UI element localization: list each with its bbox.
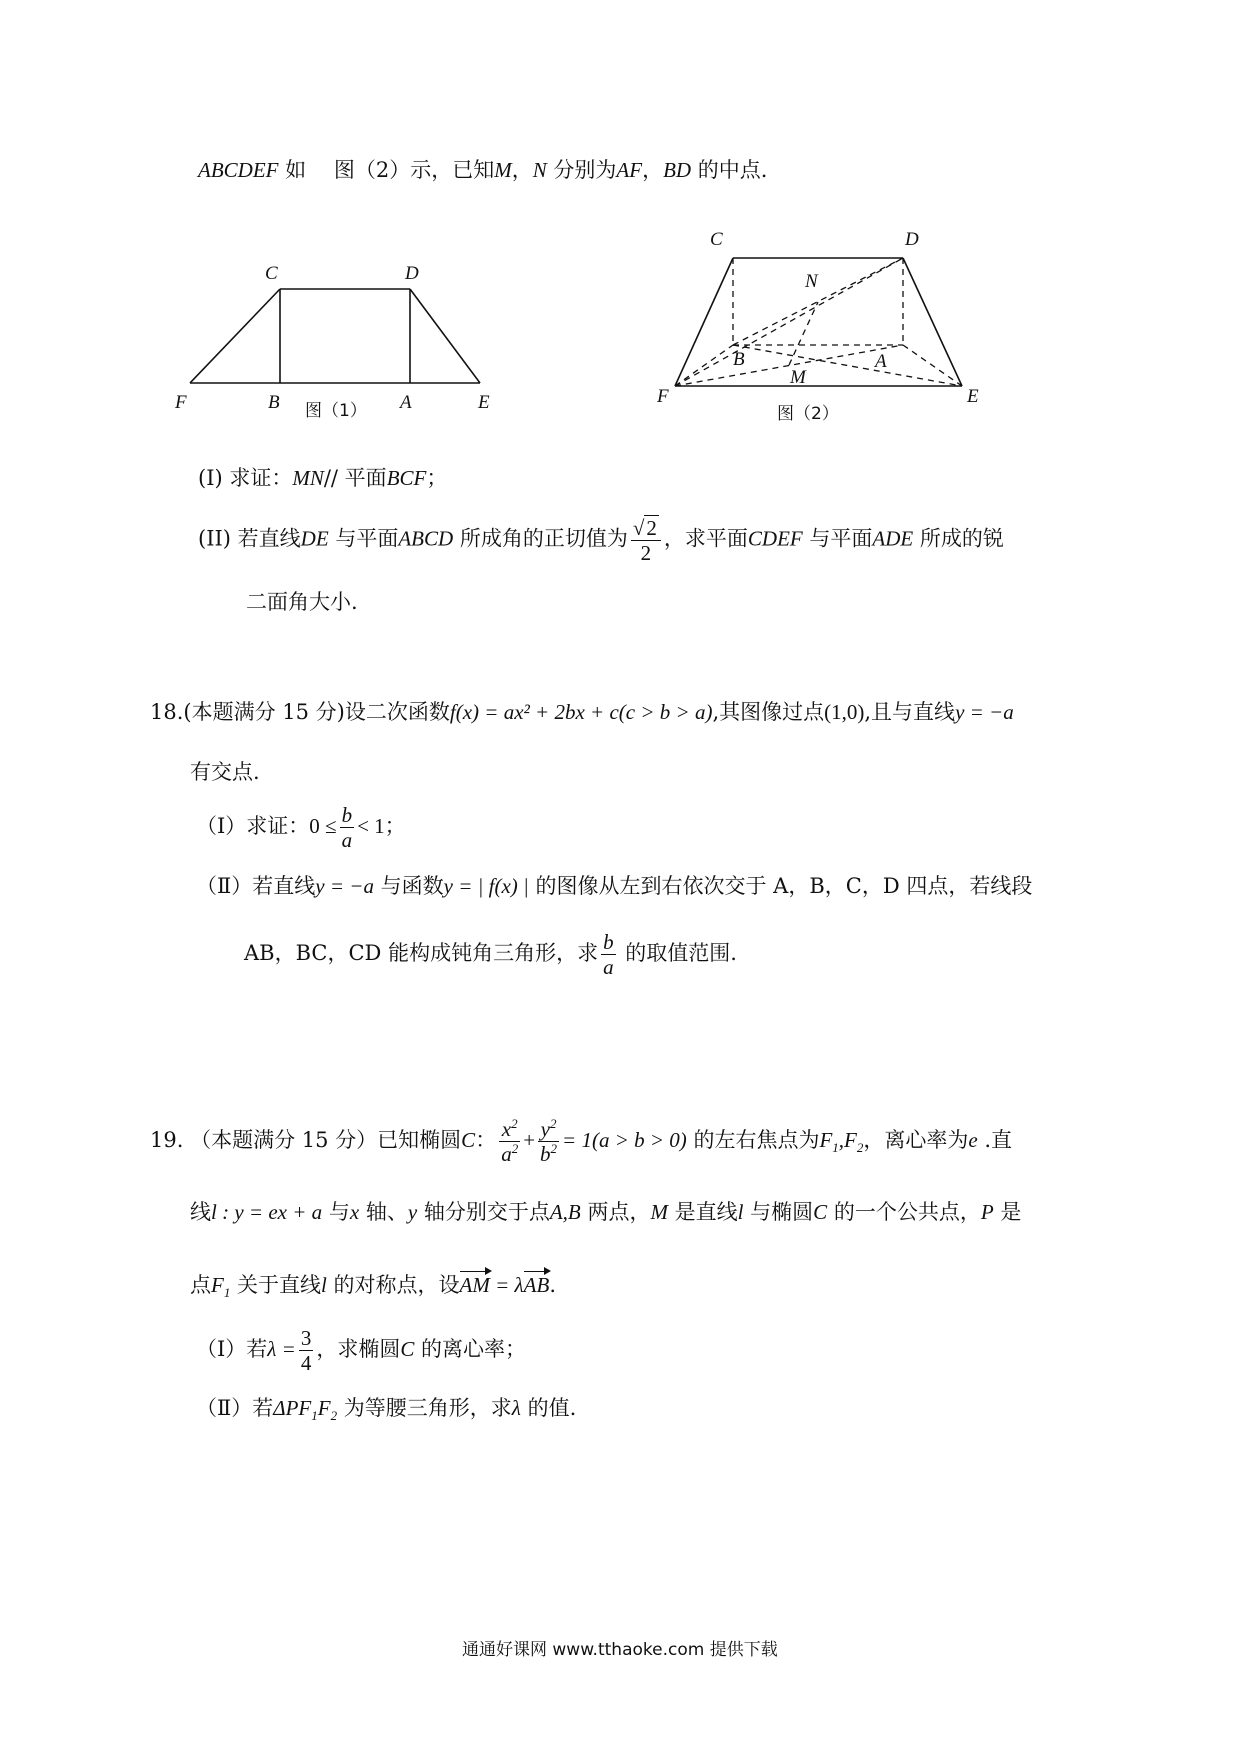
q19-l2g: 与椭圆 (743, 1200, 814, 1224)
q19-p1-den: 4 (300, 1351, 312, 1376)
q19-p1-s2: ，求椭圆 (316, 1337, 401, 1362)
q19-p1-num: 3 (300, 1326, 312, 1350)
q19-p1-s3: 的离心率； (414, 1337, 527, 1362)
q18-header (150, 700, 1014, 725)
fig1-label-c: C (265, 263, 278, 284)
q19-head: （本题满分 15 分）已知椭圆 (190, 1128, 462, 1153)
intro-af: AF (616, 158, 643, 182)
fig2-label-c: C (710, 229, 723, 250)
q18-point: (1,0) (824, 700, 865, 724)
q18-line: y = −a (955, 700, 1014, 724)
q19-l3b: 关于直线 (230, 1273, 322, 1297)
q18-p2-yline: y = −a (315, 874, 374, 898)
intro-n: N (532, 158, 547, 182)
q19-l2h: 的一个公共点， (827, 1200, 981, 1224)
q19-l2e: 两点， (580, 1200, 651, 1224)
q17-p2-de: DE (300, 526, 329, 551)
fig2-caption: 图（2） (777, 404, 839, 424)
q19-ll: l (737, 1200, 744, 1224)
q19-header: 19. （本题满分 15 分）已知椭圆C： $\frac{x^2}{a^2}$ + $\frac{y^2}{b^2}$ = 1(a > b > 0) 的左右焦点为$F_1,F_2$，离心率为e .直 (150, 1116, 1013, 1167)
page-footer: 通通好课网 www.tthaoke.com 提供下载 (462, 1640, 778, 1660)
q19-c: C (461, 1128, 476, 1153)
q19-s4: .直 (977, 1128, 1013, 1153)
q19-number: 19. (150, 1128, 184, 1153)
fig1-label-e: E (478, 392, 490, 413)
q19-p2-s2: 为等腰三角形，求 (337, 1396, 512, 1420)
q18-part1 (196, 803, 406, 852)
q19-vec-ab: AB (524, 1270, 550, 1298)
q19-p1-fraction (299, 1326, 314, 1375)
q17-p2-cdef: CDEF (747, 526, 803, 551)
intro-text-2: 分别为 (546, 158, 617, 182)
q18-mid: ,其图像过点 (712, 700, 825, 724)
q17-p2-s3: 所成角的正切值为 (453, 526, 628, 551)
q18-p2-num: b (603, 930, 614, 954)
q17-p2-abcd: ABCD (398, 526, 454, 551)
q17-p2-frac-num: 2 (646, 516, 657, 540)
q18-function: f(x) = ax² + 2bx + c(c > b > a) (449, 700, 713, 724)
q18-part2 (196, 874, 1032, 899)
q18-p2-prefix: （Ⅱ）若直线 (196, 874, 316, 898)
q19-p2-tri: $\Delta PF_1F_2$ (273, 1396, 338, 1424)
q18-p2-den: a (603, 955, 614, 980)
q18-p2-line2b: 的取值范围. (618, 941, 737, 966)
q19-l2f: 是直线 (667, 1200, 738, 1224)
q19-l2d: 轴分别交于点 (417, 1200, 550, 1224)
q19-part2 (196, 1396, 576, 1424)
intro-comma: ， (511, 158, 533, 182)
fig2-label-b: B (733, 349, 745, 370)
q17-p2-s6: 所成的锐 (913, 526, 1004, 551)
q17-p2-fraction: $\frac{√2}{2}$ (631, 515, 661, 565)
q19-frac-x: $\frac{x^2}{a^2}$ (501, 1116, 519, 1167)
fig1-caption: 图（1） (305, 401, 367, 421)
q17-p2-s4: ，求平面 (663, 526, 748, 551)
fig2-label-e: E (967, 386, 979, 407)
q19-l2i: 是 (993, 1200, 1022, 1224)
q19-colon: ： (475, 1128, 497, 1153)
q17-part2 (198, 515, 1004, 565)
q19-p1-prefix: （Ⅰ）若 (196, 1337, 268, 1362)
q19-ab: A,B (549, 1200, 581, 1224)
q19-f1: $F_1$ (211, 1273, 231, 1301)
q18-p1-fraction (340, 803, 355, 852)
q19-lexpr: l : y = ex + a (211, 1200, 323, 1224)
q17-p1-prefix: (I) 求证： (198, 466, 293, 490)
q19-p2-s3: 的值. (520, 1396, 577, 1420)
q18-p2-s2: 与函数 (373, 874, 444, 898)
q19-p1-lam: λ = (267, 1337, 296, 1362)
q19-vec-am: AM (460, 1270, 490, 1298)
q19-frac-y: $\frac{y^2}{b^2}$ (540, 1116, 558, 1167)
q19-xx: x (349, 1200, 360, 1224)
q18-p1-num: b (341, 803, 353, 827)
q19-s2: 的左右焦点为 (686, 1128, 820, 1153)
q19-eqlam: = λ (489, 1273, 524, 1297)
q19-line3 (190, 1270, 556, 1301)
fig2-label-m: M (790, 367, 806, 388)
q18-p2-s3: 的图像从左到右依次交于 A，B，C，D 四点，若线段 (528, 874, 1033, 898)
q18-p1-right: < 1； (357, 814, 406, 839)
q17-part1 (198, 466, 447, 491)
q19-p1-c: C (400, 1337, 415, 1362)
q19-s3: ，离心率为 (863, 1128, 969, 1153)
q18-part2-line2 (244, 930, 737, 979)
q19-yy: y (407, 1200, 418, 1224)
q19-line2 (190, 1200, 1021, 1225)
fig2-label-f: F (657, 386, 669, 407)
fig2-label-d: D (905, 229, 919, 250)
q19-pp: P (980, 1200, 994, 1224)
q18-p2-line2a: AB，BC，CD 能构成钝角三角形，求 (244, 941, 599, 966)
intro-comma-2: ， (642, 158, 664, 182)
q19-p2-prefix: （Ⅱ）若 (196, 1396, 274, 1420)
intro-text-1: 如 图（2）示，已知 (278, 158, 495, 182)
q19-p2-lam: λ (511, 1396, 521, 1420)
q17-p1-bcf: BCF (386, 466, 427, 490)
q18-number: 18. (150, 700, 184, 724)
intro-m: M (494, 158, 512, 182)
q18-line2: 有交点. (190, 760, 260, 784)
q19-b: b (540, 1142, 551, 1167)
q18-head: (本题满分 15 分)设二次函数 (183, 700, 450, 724)
intro-line (198, 158, 767, 183)
intro-text-3: 的中点. (691, 158, 768, 182)
q17-p2-frac-den: 2 (640, 541, 652, 566)
q18-p2-yfx: y = | f(x) | (443, 874, 529, 898)
intro-bd: BD (663, 158, 692, 182)
q17-p2-ade: ADE (872, 526, 914, 551)
q17-p1-mn: MN (292, 466, 324, 490)
fig1-label-d: D (405, 263, 419, 284)
q17-p2-prefix: (II) 若直线 (198, 526, 301, 551)
q19-y: y (540, 1117, 550, 1141)
figure-2 (640, 225, 1000, 425)
q19-x: x (501, 1117, 512, 1141)
q18-p1-left: 0 ≤ (309, 814, 337, 839)
q19-l2b: 与 (322, 1200, 350, 1224)
q18-p2-fraction (601, 930, 616, 979)
figure-1 (160, 255, 520, 425)
q18-p1-den: a (341, 828, 353, 853)
fig1-label-a: A (400, 392, 412, 413)
q17-p1-mid: // 平面 (323, 466, 387, 490)
intro-abcdef: ABCDEF (198, 158, 279, 182)
q17-p1-suffix: ； (426, 466, 448, 490)
q19-l2a: 线 (190, 1200, 211, 1224)
q17-p2-s2: 与平面 (328, 526, 399, 551)
q19-l3c: 的对称点，设 (326, 1273, 460, 1297)
fig1-label-b: B (268, 392, 280, 413)
q19-mm: M (650, 1200, 668, 1224)
q19-l3d: . (549, 1273, 556, 1297)
fig2-label-n: N (805, 271, 818, 292)
fig2-label-a: A (875, 351, 887, 372)
q19-cc: C (813, 1200, 828, 1224)
q19-e: e (968, 1128, 978, 1153)
fig1-label-f: F (175, 392, 187, 413)
q19-eq: = 1(a > b > 0) (562, 1128, 687, 1153)
q19-a: a (501, 1142, 512, 1167)
q18-p1-prefix: （Ⅰ）求证： (196, 814, 310, 839)
q19-l3-l: l (321, 1273, 327, 1297)
q19-l2c: 轴、 (359, 1200, 408, 1224)
q18-tail: ,且与直线 (864, 700, 956, 724)
q17-part2-line2: 二面角大小. (246, 590, 358, 614)
q17-p2-s5: 与平面 (802, 526, 873, 551)
q19-foci: $F_1,F_2$ (819, 1128, 864, 1156)
q19-l3a: 点 (190, 1273, 211, 1297)
q19-part1 (196, 1326, 526, 1375)
